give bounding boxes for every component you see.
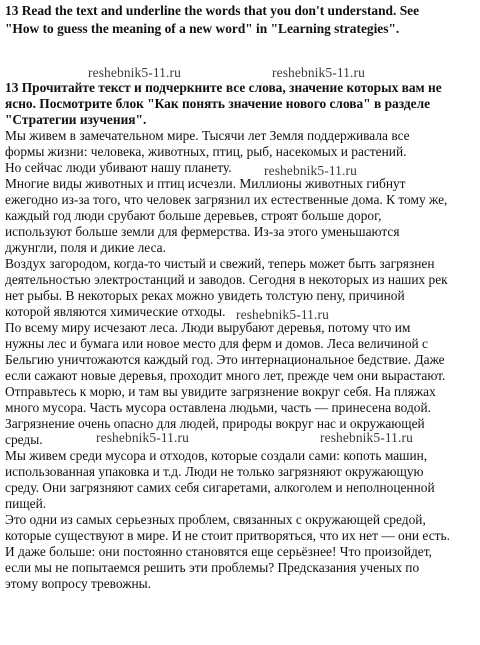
text-line: Но сейчас люди убивают нашу планету. — [5, 160, 232, 175]
task-heading-en-line-1: 13 Read the text and underline the words that you don't understand. See — [5, 3, 420, 18]
text-line: каждый год люди срубают больше деревьев, строят больше дорог, — [5, 208, 382, 223]
text-line: много мусора. Часть мусора оставлена людьми, часть — принесена водой. — [5, 400, 431, 415]
text-line: если сажают новые деревья, проходит много лет, прежде чем они вырастают. — [5, 368, 446, 383]
text-line: джунгли, поля и дикие леса. — [5, 240, 166, 255]
text-line: Это одни из самых серьезных проблем, связанных с окружающей средой, — [5, 512, 426, 527]
text-line: формы жизни: человека, животных, птиц, рыб, насекомых и растений. — [5, 144, 407, 159]
watermark: reshebnik5-11.ru — [320, 430, 413, 445]
text-line: которые существуют в мире. И не стоит притворяться, что их нет — они есть. — [5, 528, 450, 543]
task-heading-ru-line-3: "Стратегии изучения". — [5, 112, 147, 127]
text-line: Мы живем в замечательном мире. Тысячи лет Земля поддерживала все — [5, 128, 410, 143]
task-heading-ru-line-2: ясно. Посмотрите блок "Как понять значение нового слова" в разделе — [5, 96, 431, 111]
text-line: которой являются химические отходы. — [5, 304, 226, 319]
text-line: использованная упаковка и т.д. Люди не только загрязняют окружающую — [5, 464, 424, 479]
task-heading-en-line-2: "How to guess the meaning of a new word" in "Learning strategies". — [5, 21, 400, 36]
watermark: reshebnik5-11.ru — [264, 163, 357, 178]
text-line: Мы живем среди мусора и отходов, которые создали сами: копоть машин, — [5, 448, 428, 463]
text-line: если мы не попытаемся решить эти проблемы? Предсказания ученых по — [5, 560, 420, 575]
text-line: ежегодно из-за того, что человек загрязнил их естественные дома. К тому же, — [5, 192, 448, 207]
text-line: Отправьтесь к морю, и там вы увидите загрязнение вокруг себя. На пляжах — [5, 384, 436, 399]
text-line: этому вопросу тревожны. — [5, 576, 152, 591]
text-line: нет рыбы. В некоторых реках можно увидеть толстую пену, причиной — [5, 288, 405, 303]
text-line: среду. Они загрязняют самих себя сигаретами, алкоголем и неполноценной — [5, 480, 435, 495]
text-line: Многие виды животных и птиц исчезли. Миллионы животных гибнут — [5, 176, 406, 191]
watermark: reshebnik5-11.ru — [96, 430, 189, 445]
text-line: Загрязнение очень опасно для людей, природы вокруг нас и окружающей — [5, 416, 425, 431]
watermark: reshebnik5-11.ru — [88, 65, 181, 80]
text-line: Воздух загородом, когда-то чистый и свежий, теперь может быть загрязнен — [5, 256, 435, 271]
task-heading-ru-line-1: 13 Прочитайте текст и подчеркните все слова, значение которых вам не — [5, 80, 442, 95]
text-line: используют больше земли для фермерства. Из-за этого уменьшаются — [5, 224, 400, 239]
watermark: reshebnik5-11.ru — [272, 65, 365, 80]
text-line: И даже больше: они постоянно становятся еще серьёзнее! Что произойдет, — [5, 544, 432, 559]
text-line: По всему миру исчезают леса. Люди вырубают деревья, потому что им — [5, 320, 411, 335]
text-line: среды. — [5, 432, 43, 447]
watermark: reshebnik5-11.ru — [236, 307, 329, 322]
text-line: деятельностью электростанций и заводов. Сегодня в некоторых из наших рек — [5, 272, 448, 287]
text-line: Бельгию уничтожаются каждый год. Это интернациональное бедствие. Даже — [5, 352, 445, 367]
text-line: пищей. — [5, 496, 47, 511]
text-line: нужны лес и бумага или новое место для ферм и домов. Леса величиной с — [5, 336, 428, 351]
